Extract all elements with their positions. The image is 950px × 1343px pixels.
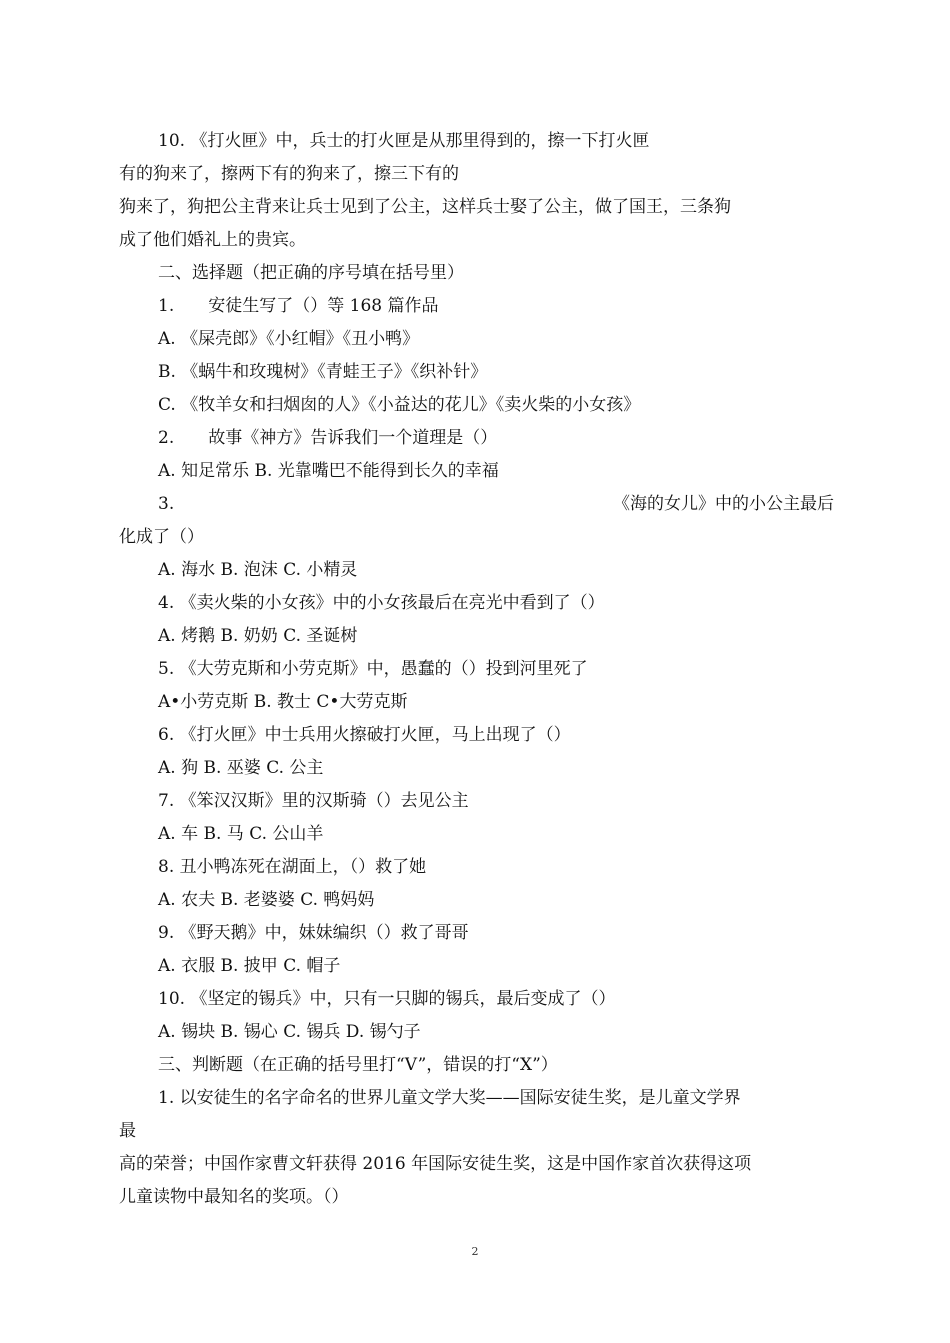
choice-question-10: 10. 《坚定的锡兵》中，只有一只脚的锡兵，最后变成了（） <box>158 989 616 1009</box>
judgement-question-1-continued: 儿童读物中最知名的奖项。（） <box>119 1187 349 1207</box>
choice-question-8: 8. 丑小鸭冻死在湖面上，（）救了她 <box>158 857 427 877</box>
choice-option: A. 农夫 B. 老婆婆 C. 鸭妈妈 <box>158 890 375 910</box>
choice-question-9: 9. 《野天鹅》中，妹妹编织（）救了哥哥 <box>158 923 469 943</box>
question-10-continued: 成了他们婚礼上的贵宾。 <box>119 230 306 250</box>
choice-option: A. 《屎壳郎》《小红帽》《丑小鸭》 <box>158 329 420 349</box>
choice-option: A. 烤鹅 B. 奶奶 C. 圣诞树 <box>158 626 358 646</box>
choice-option: A. 知足常乐 B. 光靠嘴巴不能得到长久的幸福 <box>158 461 499 481</box>
question-text: 《海的女儿》中的小公主最后 <box>613 494 834 514</box>
judgement-question-1: 1. 以安徒生的名字命名的世界儿童文学大奖——国际安徒生奖，是儿童文学界 <box>158 1088 741 1108</box>
judgement-question-1-continued: 最 <box>119 1121 136 1141</box>
choice-option: A. 车 B. 马 C. 公山羊 <box>158 824 324 844</box>
section-heading-judgement: 三、判断题（在正确的括号里打“V”，错误的打“X”） <box>158 1055 558 1075</box>
page-number: 2 <box>471 1245 479 1258</box>
question-10-text: 10. 《打火匣》中，兵士的打火匣是从那里得到的，擦一下打火匣 <box>158 131 650 151</box>
choice-option: A•小劳克斯 B. 教士 C•大劳克斯 <box>158 692 408 712</box>
choice-question-3 <box>119 488 834 521</box>
choice-question-1: 1. 安徒生写了（）等 168 篇作品 <box>158 296 439 316</box>
question-10-continued: 有的狗来了，擦两下有的狗来了，擦三下有的 <box>119 164 459 184</box>
choice-option: B. 《蜗牛和玫瑰树》《青蛙王子》《织补针》 <box>158 362 488 382</box>
choice-option: A. 狗 B. 巫婆 C. 公主 <box>158 758 324 778</box>
judgement-question-1-continued: 高的荣誉；中国作家曹文轩获得 2016 年国际安徒生奖，这是中国作家首次获得这项 <box>119 1154 752 1174</box>
choice-question-3-continued: 化成了（） <box>119 527 204 547</box>
choice-option: C. 《牧羊女和扫烟囱的人》《小益达的花儿》《卖火柴的小女孩》 <box>158 395 641 415</box>
section-heading-choice: 二、选择题（把正确的序号填在括号里） <box>158 263 464 283</box>
choice-question-6: 6. 《打火匣》中士兵用火擦破打火匣，马上出现了（） <box>158 725 571 745</box>
choice-question-5: 5. 《大劳克斯和小劳克斯》中，愚蠢的（）投到河里死了 <box>158 659 588 679</box>
choice-option: A. 锡块 B. 锡心 C. 锡兵 D. 锡勺子 <box>158 1022 421 1042</box>
choice-question-7: 7. 《笨汉汉斯》里的汉斯骑（）去见公主 <box>158 791 469 811</box>
choice-option: A. 衣服 B. 披甲 C. 帽子 <box>158 956 341 976</box>
choice-question-2: 2. 故事《神方》告诉我们一个道理是（） <box>158 428 498 448</box>
question-10-continued: 狗来了，狗把公主背来让兵士见到了公主，这样兵士娶了公主，做了国王，三条狗 <box>119 197 731 217</box>
page-content <box>119 125 834 1214</box>
question-number: 3. <box>158 494 175 514</box>
choice-question-4: 4. 《卖火柴的小女孩》中的小女孩最后在亮光中看到了（） <box>158 593 605 613</box>
choice-option: A. 海水 B. 泡沫 C. 小精灵 <box>158 560 358 580</box>
